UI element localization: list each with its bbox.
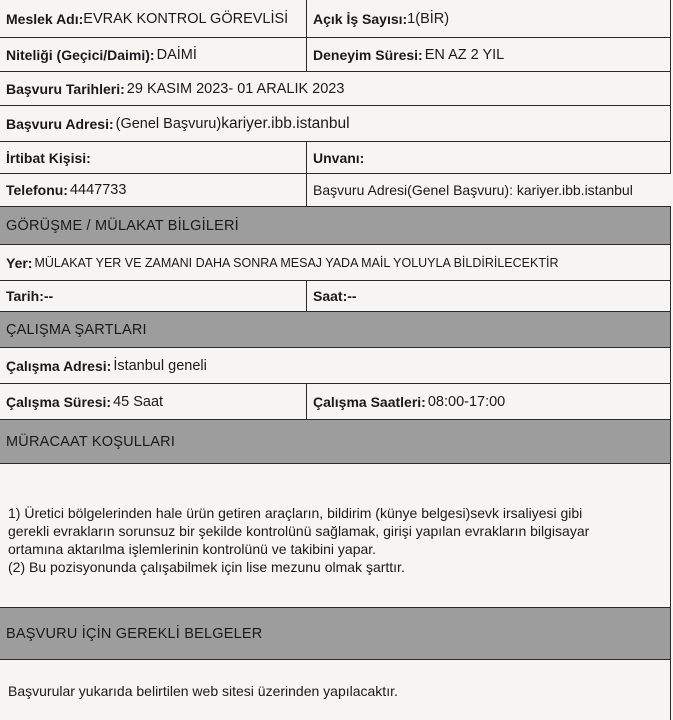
dates-label: Başvuru Tarihleri: [6, 80, 125, 97]
address2-cell [306, 174, 671, 206]
work-address-value: İstanbul geneli [113, 357, 207, 374]
experience-label: Deneyim Süresi: [313, 46, 423, 63]
phone-cell [0, 174, 306, 206]
nature-value: DAİMİ [156, 46, 197, 63]
row-work-address [0, 348, 671, 384]
work-duration-label: Çalışma Süresi: [6, 393, 112, 410]
requirements-body [0, 464, 671, 608]
documents-header: BAŞVURU İÇİN GEREKLİ BELGELER [6, 625, 263, 642]
experience-value: EN AZ 2 YIL [424, 46, 505, 63]
row-interview-place [0, 245, 671, 281]
nature-label: Niteliği (Geçici/Daimi): [6, 46, 155, 63]
address-cell [0, 106, 670, 141]
work-duration-cell [0, 384, 306, 419]
row-job-title [0, 0, 671, 38]
contact-cell [0, 142, 306, 173]
interview-place-value: MÜLAKAT YER VE ZAMANI DAHA SONRA MESAJ YADA MAİL YOLUYLA BİLDİRİLECEKTİR [34, 255, 559, 270]
job-title-value: EVRAK KONTROL GÖREVLİSİ [83, 10, 289, 27]
section-documents [0, 608, 671, 660]
row-address [0, 106, 671, 142]
address-label: Başvuru Adresi: [6, 115, 114, 132]
row-dates [0, 72, 671, 106]
requirement-line: 1) Üretici bölgelerinden hale ürün getiren araçların, bildirim (künye belgesi)sevk irsaliyesi gibi [8, 505, 583, 521]
requirement-line: ortamına aktarılma işlemlerinin kontrolünü ve takibini yapar. [8, 541, 377, 557]
requirement-line: gerekli evrakların sorunsuz bir şekilde kontrolünü sağlamak, girişi yapılan evrakların bilgisayar [8, 523, 590, 539]
job-title-cell [0, 0, 306, 37]
requirements-header: MÜRACAAT KOŞULLARI [6, 433, 176, 450]
address2-text: Başvuru Adresi(Genel Başvuru): kariyer.ibb.istanbul [313, 182, 633, 198]
work-hours-cell [306, 384, 671, 419]
contact-label: İrtibat Kişisi: [6, 149, 91, 166]
section-conditions [0, 312, 671, 348]
work-address-label: Çalışma Adresi: [6, 357, 112, 374]
nature-cell [0, 38, 306, 71]
section-interview [0, 207, 671, 245]
interview-date-cell [0, 281, 306, 311]
requirements-text [8, 504, 658, 576]
dates-value: 29 KASIM 2023- 01 ARALIK 2023 [126, 80, 345, 97]
row-nature [0, 38, 671, 72]
row-work-time [0, 384, 671, 420]
experience-cell [306, 38, 670, 71]
work-hours-label: Çalışma Saatleri: [313, 393, 426, 410]
openings-label: Açık İş Sayısı: [313, 10, 408, 27]
dates-cell [0, 72, 670, 105]
documents-body [0, 660, 671, 720]
phone-value: 4447733 [69, 182, 127, 198]
position-cell [306, 142, 671, 173]
interview-place-label: Yer: [6, 254, 33, 271]
row-interview-datetime [0, 281, 671, 312]
work-address-cell [0, 348, 670, 383]
interview-date-label: Tarih:-- [6, 288, 54, 304]
address-value: kariyer.ibb.istanbul [221, 114, 350, 132]
work-hours-value: 08:00-17:00 [427, 393, 506, 410]
interview-time-cell [306, 281, 671, 311]
position-label: Unvanı: [313, 149, 365, 166]
row-contact [0, 142, 671, 174]
requirement-line: (2) Bu pozisyonunda çalışabilmek için lise mezunu olmak şarttır. [8, 559, 405, 575]
interview-place-cell [0, 245, 670, 280]
interview-header: GÖRÜŞME / MÜLAKAT BİLGİLERİ [6, 217, 239, 234]
openings-cell [306, 0, 670, 37]
conditions-header: ÇALIŞMA ŞARTLARI [6, 321, 147, 338]
interview-time-label: Saat:-- [313, 288, 357, 304]
documents-text: Başvurular yukarıda belirtilen web sitesi üzerinden yapılacaktır. [8, 683, 398, 699]
work-duration-value: 45 Saat [113, 393, 164, 410]
job-title-label: Meslek Adı: [6, 10, 84, 27]
section-requirements [0, 420, 671, 464]
address-prefix: (Genel Başvuru) [115, 115, 222, 132]
openings-value: 1(BİR) [407, 10, 450, 27]
phone-label: Telefonu: [6, 182, 68, 198]
row-phone [0, 174, 671, 207]
